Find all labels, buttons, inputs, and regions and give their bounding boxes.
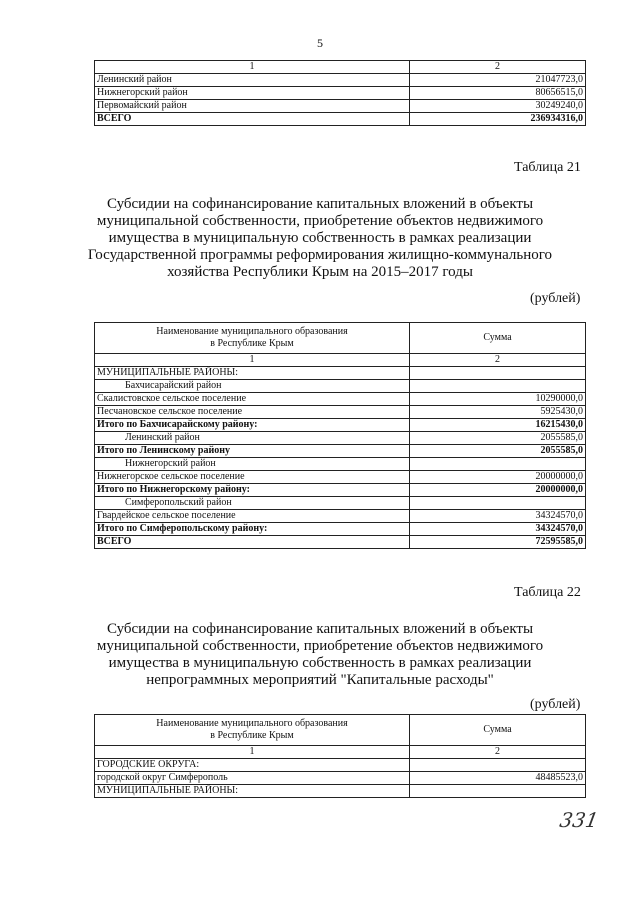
row-name: Нижнегорский район (95, 87, 410, 100)
table-22 (94, 714, 586, 798)
table-row (95, 759, 586, 772)
table-22-title (0, 621, 640, 689)
row-name: МУНИЦИПАЛЬНЫЕ РАЙОНЫ: (95, 785, 410, 798)
table-row (95, 419, 586, 432)
row-value: 10290000,0 (410, 393, 586, 406)
table-22-label: Таблица 22 (514, 585, 581, 600)
row-name: Итого по Симферопольскому району: (95, 523, 410, 536)
row-name: ГОРОДСКИЕ ОКРУГА: (95, 759, 410, 772)
row-value: 5925430,0 (410, 406, 586, 419)
row-name: Бахчисарайский район (95, 380, 410, 393)
row-name: Гвардейское сельское поселение (95, 510, 410, 523)
column-index-2: 2 (410, 354, 586, 367)
row-value: 20000000,0 (410, 484, 586, 497)
row-value: 16215430,0 (410, 419, 586, 432)
column-header-name: Наименование муниципального образования в Республике Крым (95, 323, 410, 354)
row-name: Итого по Бахчисарайскому району: (95, 419, 410, 432)
row-name: Ленинский район (95, 432, 410, 445)
row-name: Нижнегорское сельское поселение (95, 471, 410, 484)
row-name: Скалистовское сельское поселение (95, 393, 410, 406)
table-21-unit: (рублей) (530, 291, 581, 306)
table-row (95, 772, 586, 785)
column-header-sum: Сумма (410, 323, 586, 354)
column-index-2: 2 (410, 61, 586, 74)
table-row (95, 471, 586, 484)
table-row (95, 785, 586, 798)
title-line: имущества в муниципальную собственность в рамках реализации (108, 230, 532, 246)
row-value (410, 458, 586, 471)
table-row (95, 458, 586, 471)
title-line: имущества в муниципальную собственность в рамках реализации (108, 655, 532, 671)
column-index-1: 1 (95, 746, 410, 759)
title-line: Субсидии на софинансирование капитальных вложений в объекты (106, 196, 534, 212)
title-line: муниципальной собственности, приобретение объектов недвижимого (96, 213, 544, 229)
row-value: 34324570,0 (410, 510, 586, 523)
table-row (95, 100, 586, 113)
table-21-label: Таблица 21 (514, 160, 581, 175)
row-name: ВСЕГО (95, 536, 410, 549)
row-value (410, 785, 586, 798)
row-value: 20000000,0 (410, 471, 586, 484)
title-line: муниципальной собственности, приобретение объектов недвижимого (96, 638, 544, 654)
table-row (95, 367, 586, 380)
row-name: городской округ Симферополь (95, 772, 410, 785)
row-value: 72595585,0 (410, 536, 586, 549)
row-name: Первомайский район (95, 100, 410, 113)
row-value (410, 367, 586, 380)
row-value (410, 380, 586, 393)
table-row (95, 406, 586, 419)
column-index-1: 1 (95, 61, 410, 74)
column-index-1: 1 (95, 354, 410, 367)
column-index-2: 2 (410, 746, 586, 759)
row-name: МУНИЦИПАЛЬНЫЕ РАЙОНЫ: (95, 367, 410, 380)
table-row (95, 380, 586, 393)
table-row (95, 74, 586, 87)
table-row (95, 523, 586, 536)
row-value: 2055585,0 (410, 432, 586, 445)
row-name: Песчановское сельское поселение (95, 406, 410, 419)
table-row (95, 536, 586, 549)
row-name: ВСЕГО (95, 113, 410, 126)
title-line: Государственной программы реформирования жилищно-коммунального (87, 247, 553, 263)
column-header-sum: Сумма (410, 715, 586, 746)
row-value: 21047723,0 (410, 74, 586, 87)
row-name: Итого по Ленинскому району (95, 445, 410, 458)
row-value: 80656515,0 (410, 87, 586, 100)
row-value: 2055585,0 (410, 445, 586, 458)
row-name: Симферопольский район (95, 497, 410, 510)
title-line: хозяйства Республики Крым на 2015–2017 годы (167, 264, 473, 280)
table-21-title (0, 196, 640, 281)
row-value: 30249240,0 (410, 100, 586, 113)
table-row (95, 484, 586, 497)
handwritten-signature: 331 (557, 808, 601, 832)
column-header-name: Наименование муниципального образования в Республике Крым (95, 715, 410, 746)
row-name: Нижнегорский район (95, 458, 410, 471)
table-21 (94, 322, 586, 549)
row-name: Ленинский район (95, 74, 410, 87)
page-number: 5 (317, 36, 323, 50)
top-table (94, 60, 586, 126)
table-row (95, 87, 586, 100)
table-row (95, 445, 586, 458)
title-line: Субсидии на софинансирование капитальных вложений в объекты (106, 621, 534, 637)
table-row (95, 113, 586, 126)
table-row (95, 497, 586, 510)
row-value (410, 759, 586, 772)
table-row (95, 393, 586, 406)
row-value: 48485523,0 (410, 772, 586, 785)
table-row (95, 432, 586, 445)
table-22-unit: (рублей) (530, 697, 581, 712)
row-value: 236934316,0 (410, 113, 586, 126)
title-line: непрограммных мероприятий "Капитальные расходы" (146, 672, 494, 688)
row-value: 34324570,0 (410, 523, 586, 536)
table-row (95, 510, 586, 523)
row-value (410, 497, 586, 510)
row-name: Итого по Нижнегорскому району: (95, 484, 410, 497)
